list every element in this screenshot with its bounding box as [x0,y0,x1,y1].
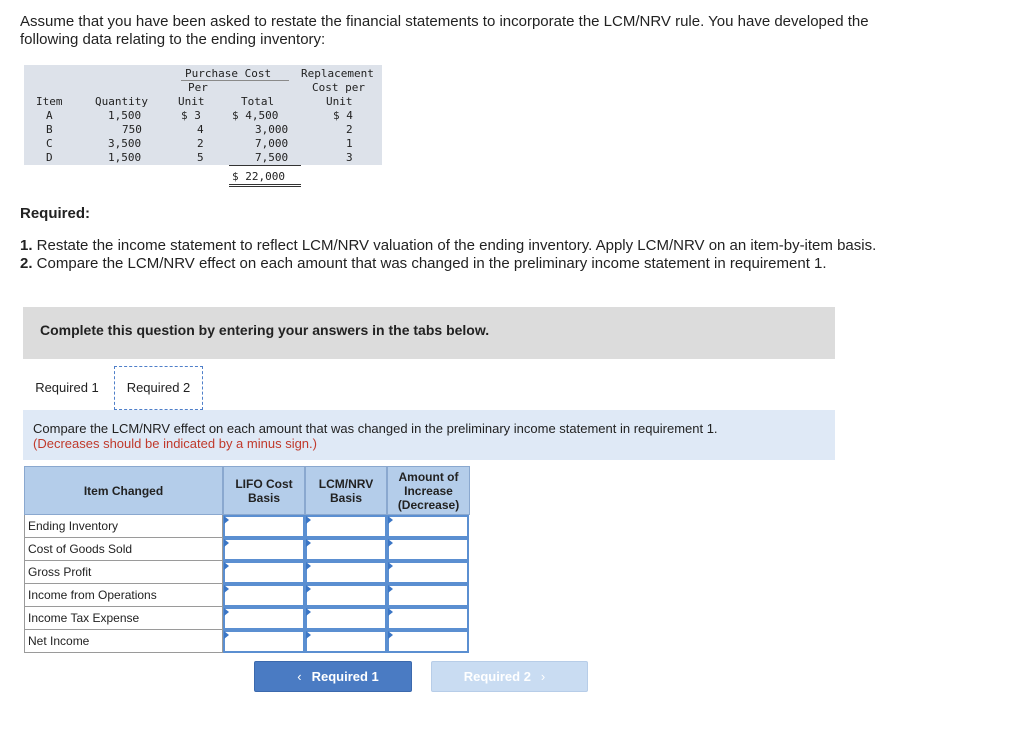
lcm-nrv-input-cell [305,584,387,607]
dropdown-marker-icon [306,562,311,570]
header-amount-increase-decrease: Amount of Increase (Decrease) [387,466,470,515]
row-label: Income from Operations [24,584,223,607]
lifo-cost-input-cell [223,630,305,653]
lifo-cost-input-cell [223,607,305,630]
lcm-nrv-input[interactable] [307,586,385,605]
instruction-text: Compare the LCM/NRV effect on each amount that was changed in the preliminary income statement in requirement 1. [33,421,718,436]
tab-instructions [23,410,835,460]
required-title: Required: [20,205,91,222]
row-total: $ 4,500 [232,109,279,122]
dropdown-marker-icon [224,562,229,570]
row-unit-cost: 5 [197,151,204,164]
prev-button[interactable]: ‹ Required 1 [254,661,412,692]
row-replacement: 2 [346,123,353,136]
row-quantity: 750 [122,123,142,136]
amount-change-input-cell [387,515,469,538]
lcm-nrv-input-cell [305,515,387,538]
lifo-cost-input-cell [223,584,305,607]
required-item-1: 1. Restate the income statement to reflect LCM/NRV valuation of the ending inventory. Apply LCM/NRV on an item-by-item basis. [20,237,877,254]
lcm-nrv-input[interactable] [307,517,385,536]
lifo-cost-input[interactable] [225,586,303,605]
lcm-nrv-input[interactable] [307,540,385,559]
amount-change-input[interactable] [389,586,467,605]
dropdown-marker-icon [224,516,229,524]
chevron-left-icon: ‹ [297,669,302,684]
dropdown-marker-icon [306,516,311,524]
row-replacement: $ 4 [333,109,353,122]
dropdown-marker-icon [388,631,393,639]
amount-change-input-cell [387,607,469,630]
tab-required-1[interactable]: Required 1 [35,380,99,395]
lifo-cost-input[interactable] [225,632,303,651]
lifo-cost-input-cell [223,538,305,561]
lcm-nrv-input-cell [305,630,387,653]
row-item: B [46,123,53,136]
dropdown-marker-icon [224,631,229,639]
lifo-cost-input[interactable] [225,517,303,536]
row-total: 7,000 [255,137,289,150]
row-quantity: 1,500 [108,109,142,122]
amount-change-input[interactable] [389,563,467,582]
dropdown-marker-icon [306,539,311,547]
lifo-cost-input-cell [223,561,305,584]
amount-change-input[interactable] [389,540,467,559]
dropdown-marker-icon [224,585,229,593]
amount-change-input-cell [387,584,469,607]
amount-change-input[interactable] [389,517,467,536]
dropdown-marker-icon [388,516,393,524]
grand-total: $ 22,000 [232,170,285,183]
header-cost-per: Cost per [312,81,365,94]
required-item-2: 2. Compare the LCM/NRV effect on each amount that was changed in the preliminary income statement in requirement 1. [20,255,827,272]
dropdown-marker-icon [224,539,229,547]
amount-change-input-cell [387,538,469,561]
row-total: 3,000 [255,123,289,136]
row-item: C [46,137,53,150]
amount-change-input-cell [387,561,469,584]
header-lifo-cost-basis: LIFO Cost Basis [223,466,305,515]
lcm-nrv-input[interactable] [307,609,385,628]
lcm-nrv-input-cell [305,561,387,584]
header-item-changed: Item Changed [24,466,223,515]
header-purchase-cost: Purchase Cost [185,67,272,80]
header-replacement: Replacement [301,67,374,80]
lifo-cost-input[interactable] [225,563,303,582]
dropdown-marker-icon [388,562,393,570]
header-quantity: Quantity [95,95,148,108]
lifo-cost-input[interactable] [225,540,303,559]
dropdown-marker-icon [388,608,393,616]
row-quantity: 3,500 [108,137,142,150]
amount-change-input-cell [387,630,469,653]
row-item: A [46,109,53,122]
instruction-banner: Complete this question by entering your answers in the tabs below. [23,307,835,359]
amount-change-input[interactable] [389,609,467,628]
header-per: Per [188,81,208,94]
row-unit-cost: 2 [197,137,204,150]
row-label: Income Tax Expense [24,607,223,630]
tab-required-2[interactable]: Required 2 [114,366,203,410]
row-item: D [46,151,53,164]
row-unit-cost: 4 [197,123,204,136]
instruction-note: (Decreases should be indicated by a minus sign.) [33,436,317,451]
amount-change-input[interactable] [389,632,467,651]
header-unit-replacement: Unit [326,95,353,108]
dropdown-marker-icon [388,539,393,547]
row-label: Gross Profit [24,561,223,584]
lcm-nrv-input-cell [305,607,387,630]
dropdown-marker-icon [306,608,311,616]
dropdown-marker-icon [306,631,311,639]
chevron-right-icon: › [540,669,546,684]
row-label: Ending Inventory [24,515,223,538]
header-unit: Unit [178,95,205,108]
lcm-nrv-input[interactable] [307,563,385,582]
problem-intro: Assume that you have been asked to restate the financial statements to incorporate the LCM/NRV rule. You have developed the following data relating to the ending inventory: [20,13,869,48]
row-label: Net Income [24,630,223,653]
next-button[interactable]: Required 2 › [431,661,588,692]
row-unit-cost: $ 3 [181,109,201,122]
lcm-nrv-input[interactable] [307,632,385,651]
lcm-nrv-input-cell [305,538,387,561]
row-total: 7,500 [255,151,289,164]
dropdown-marker-icon [306,585,311,593]
header-lcm-nrv-basis: LCM/NRV Basis [305,466,387,515]
dropdown-marker-icon [388,585,393,593]
header-total: Total [241,95,275,108]
row-replacement: 1 [346,137,353,150]
row-replacement: 3 [346,151,353,164]
lifo-cost-input[interactable] [225,609,303,628]
lifo-cost-input-cell [223,515,305,538]
row-quantity: 1,500 [108,151,142,164]
header-item: Item [36,95,63,108]
dropdown-marker-icon [224,608,229,616]
row-label: Cost of Goods Sold [24,538,223,561]
required-list [20,237,920,273]
